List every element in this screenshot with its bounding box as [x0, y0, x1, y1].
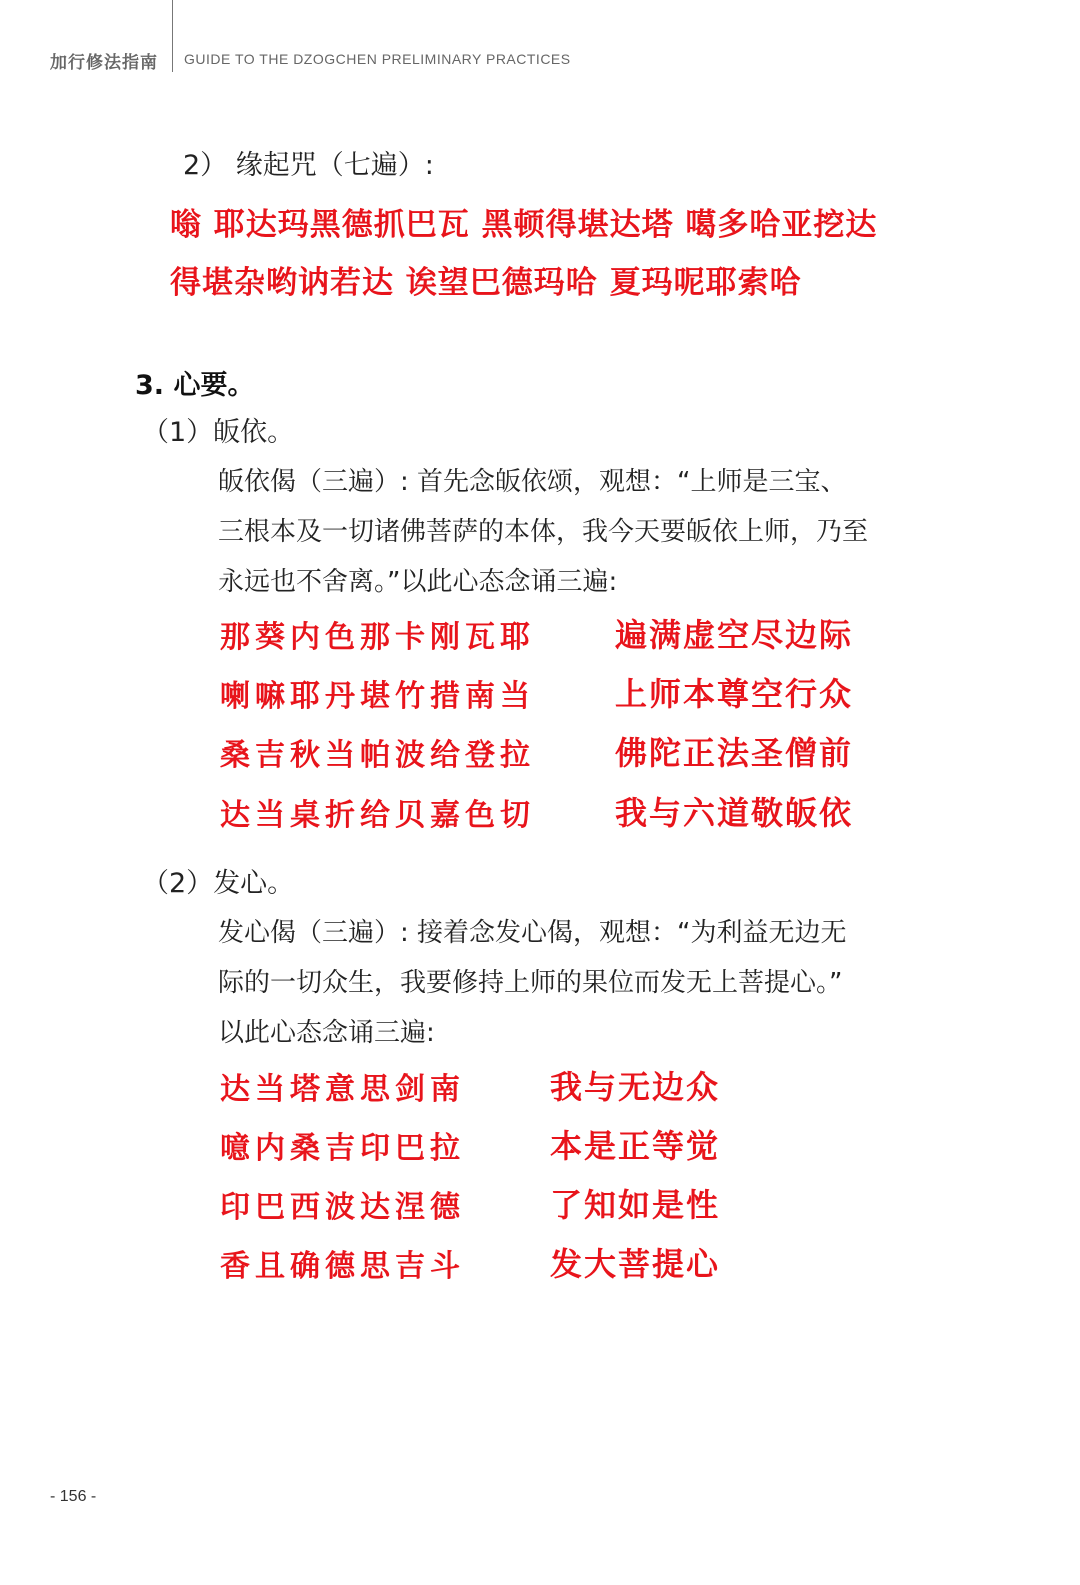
- bodhicitta-verse-chinese-1: 我与无边众: [550, 1068, 721, 1106]
- bodhicitta-verse-chinese-3: 了知如是性: [550, 1186, 721, 1224]
- refuge-verse-chinese-3: 佛陀正法圣僧前: [615, 734, 854, 772]
- refuge-verse-chinese-2: 上师本尊空行众: [615, 675, 854, 713]
- refuge-verse-tibetan-3: 桑吉秋当帕波给登拉: [220, 738, 535, 773]
- section-heading: 3. 心要。: [135, 370, 255, 401]
- bodhicitta-paragraph-line-2: 际的一切众生，我要修持上师的果位而发无上菩提心。”: [218, 968, 843, 998]
- refuge-paragraph-line-3: 永远也不舍离。”以此心态念诵三遍:: [218, 567, 618, 597]
- header-title-english: GUIDE TO THE DZOGCHEN PRELIMINARY PRACTICES: [184, 51, 571, 67]
- bodhicitta-verse-tibetan-2: 噫内桑吉印巴拉: [220, 1131, 465, 1166]
- page-number: - 156 -: [50, 1488, 97, 1505]
- refuge-paragraph-line-2: 三根本及一切诸佛菩萨的本体，我今天要皈依上师，乃至: [218, 517, 869, 547]
- header-title-chinese: 加行修法指南: [50, 53, 158, 73]
- refuge-verse-tibetan-4: 达当桌折给贝嘉色切: [220, 798, 535, 833]
- item2-heading: 2） 缘起咒（七遍）:: [183, 150, 434, 181]
- bodhicitta-verse-tibetan-1: 达当塔意思剑南: [220, 1072, 465, 1107]
- refuge-paragraph-line-1: 皈依偈（三遍）: 首先念皈依颂，观想：“上师是三宝、: [218, 467, 847, 497]
- refuge-verse-tibetan-1: 那葵内色那卡刚瓦耶: [220, 620, 535, 655]
- bodhicitta-verse-tibetan-3: 印巴西波达涅德: [220, 1190, 465, 1225]
- bodhicitta-verse-chinese-2: 本是正等觉: [550, 1127, 721, 1165]
- bodhicitta-verse-chinese-4: 发大菩提心: [550, 1245, 721, 1283]
- refuge-verse-chinese-4: 我与六道敬皈依: [615, 794, 854, 832]
- bodhicitta-paragraph-line-1: 发心偈（三遍）: 接着念发心偈，观想：“为利益无边无: [218, 918, 847, 948]
- bodhicitta-paragraph-line-3: 以此心态念诵三遍:: [218, 1018, 435, 1048]
- mantra-line-2: 得堪杂哟讷若达 诶望巴德玛哈 夏玛呢耶索哈: [170, 265, 802, 301]
- refuge-verse-chinese-1: 遍满虚空尽边际: [615, 616, 854, 654]
- bodhicitta-verse-tibetan-4: 香且确德思吉斗: [220, 1249, 465, 1284]
- header-divider: [172, 0, 173, 72]
- bodhicitta-subheading: （2）发心。: [142, 868, 295, 899]
- refuge-subheading: （1）皈依。: [142, 417, 295, 448]
- refuge-verse-tibetan-2: 喇嘛耶丹堪竹措南当: [220, 679, 535, 714]
- mantra-line-1: 嗡 耶达玛黑德抓巴瓦 黑顿得堪达塔 噶多哈亚挖达: [170, 207, 878, 243]
